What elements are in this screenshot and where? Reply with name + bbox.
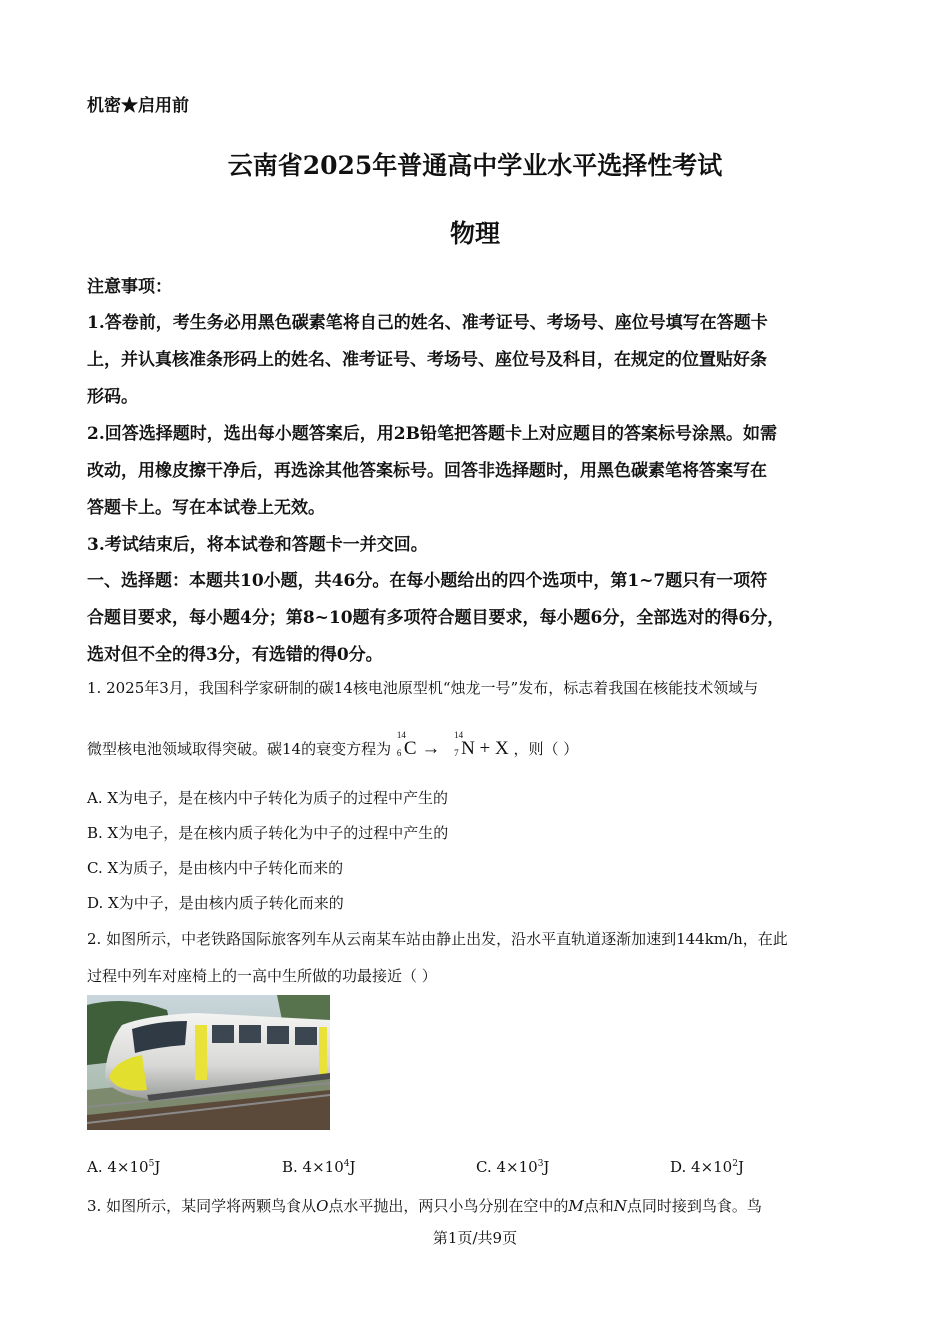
section-instruction: 一、选择题：本题共10小题，共46分。在每小题给出的四个选项中，第1~7题只有一项符 [87, 571, 768, 591]
page-footer: 第1页/共9页 [432, 1229, 518, 1247]
q2-option-c [476, 1158, 549, 1176]
question-2-stem-line2: 过程中列车对座椅上的一高中生所做的功最接近（ ） [87, 967, 437, 985]
point-o: O [316, 1197, 329, 1215]
confidential-label: 机密★启用前 [87, 96, 189, 116]
nitrogen-symbol: N [461, 738, 475, 759]
option-exponent: 3 [537, 1159, 544, 1169]
option-unit: J [737, 1158, 744, 1176]
point-m: M [568, 1197, 584, 1215]
carbon-atomic-number: 6 [396, 748, 402, 758]
notice-line: 2.回答选择题时，选出每小题答案后，用2B铅笔把答题卡上对应题目的答案标号涂黑。如需 [87, 424, 777, 444]
subject-title: 物理 [449, 219, 500, 248]
notice-line: 3.考试结束后，将本试卷和答题卡一并交回。 [87, 535, 428, 555]
question-2-stem: 2. 如图所示，中老铁路国际旅客列车从云南某车站由静止出发，沿水平直轨道逐渐加速到144km/h，在此 [87, 930, 788, 948]
q1-option-c: C. X为质子，是由核内中子转化而来的 [87, 859, 344, 877]
train-image [87, 995, 330, 1130]
option-unit: J [154, 1158, 161, 1176]
option-exponent: 2 [732, 1159, 738, 1169]
nitrogen-atomic-number: 7 [454, 748, 459, 758]
plus-x: + X [479, 738, 509, 759]
notice-line: 改动，用橡皮擦干净后，再选涂其他答案标号。回答非选择题时，用黑色碳素笔将答案写在 [87, 461, 767, 481]
option-exponent: 5 [148, 1159, 155, 1169]
question-1-text: 微型核电池领域取得突破。碳14的衰变方程为 [87, 740, 392, 758]
q3-text: 3. 如图所示，某同学将两颗鸟食从 [87, 1197, 317, 1215]
section-instruction: 选对但不全的得3分，有选错的得0分。 [87, 645, 383, 665]
nitrogen-mass-number: 14 [454, 730, 464, 740]
notice-line: 形码。 [87, 387, 138, 407]
question-3-stem [87, 1195, 762, 1216]
notice-line: 答题卡上。写在本试卷上无效。 [87, 498, 325, 518]
exam-title: 云南省2025年普通高中学业水平选择性考试 [227, 151, 723, 180]
option-unit: J [349, 1158, 356, 1176]
q3-text: 点和 [583, 1197, 614, 1215]
q1-option-d: D. X为中子，是由核内质子转化而来的 [87, 894, 344, 912]
q3-text: 点同时接到鸟食。鸟 [626, 1197, 762, 1215]
option-label: C. 4×10 [476, 1158, 538, 1176]
question-1-text-end: ，则（ ） [513, 740, 579, 758]
question-1-stem: 1. 2025年3月，我国科学家研制的碳14核电池原型机“烛龙一号”发布，标志着我国在核能技术领域与 [87, 679, 759, 697]
carbon-mass-number: 14 [396, 730, 406, 740]
q1-option-b: B. X为电子，是在核内质子转化为中子的过程中产生的 [87, 824, 449, 842]
option-label: A. 4×10 [87, 1158, 149, 1176]
option-exponent: 4 [343, 1159, 350, 1169]
q2-option-b [282, 1158, 356, 1176]
notice-line: 上，并认真核准条形码上的姓名、准考证号、考场号、座位号及科目，在规定的位置贴好条 [87, 350, 767, 370]
carbon-symbol: C [403, 738, 417, 759]
q1-option-a: A. X为电子，是在核内中子转化为质子的过程中产生的 [87, 789, 449, 807]
q2-option-d [670, 1158, 744, 1176]
point-n: N [613, 1197, 627, 1215]
q2-option-a [87, 1158, 160, 1176]
option-label: B. 4×10 [282, 1158, 344, 1176]
question-1-stem-line2 [87, 730, 579, 760]
notice-line: 1.答卷前，考生务必用黑色碳素笔将自己的姓名、准考证号、考场号、座位号填写在答题卡 [87, 313, 768, 333]
decay-equation [396, 730, 514, 759]
notice-heading: 注意事项： [87, 277, 172, 297]
option-unit: J [543, 1158, 550, 1176]
option-label: D. 4×10 [670, 1158, 733, 1176]
arrow-icon: → [421, 738, 441, 759]
section-instruction: 合题目要求，每小题4分；第8~10题有多项符合题目要求，每小题6分，全部选对的得6分， [87, 608, 785, 628]
q3-text: 点水平抛出，两只小鸟分别在空中的 [328, 1197, 569, 1215]
